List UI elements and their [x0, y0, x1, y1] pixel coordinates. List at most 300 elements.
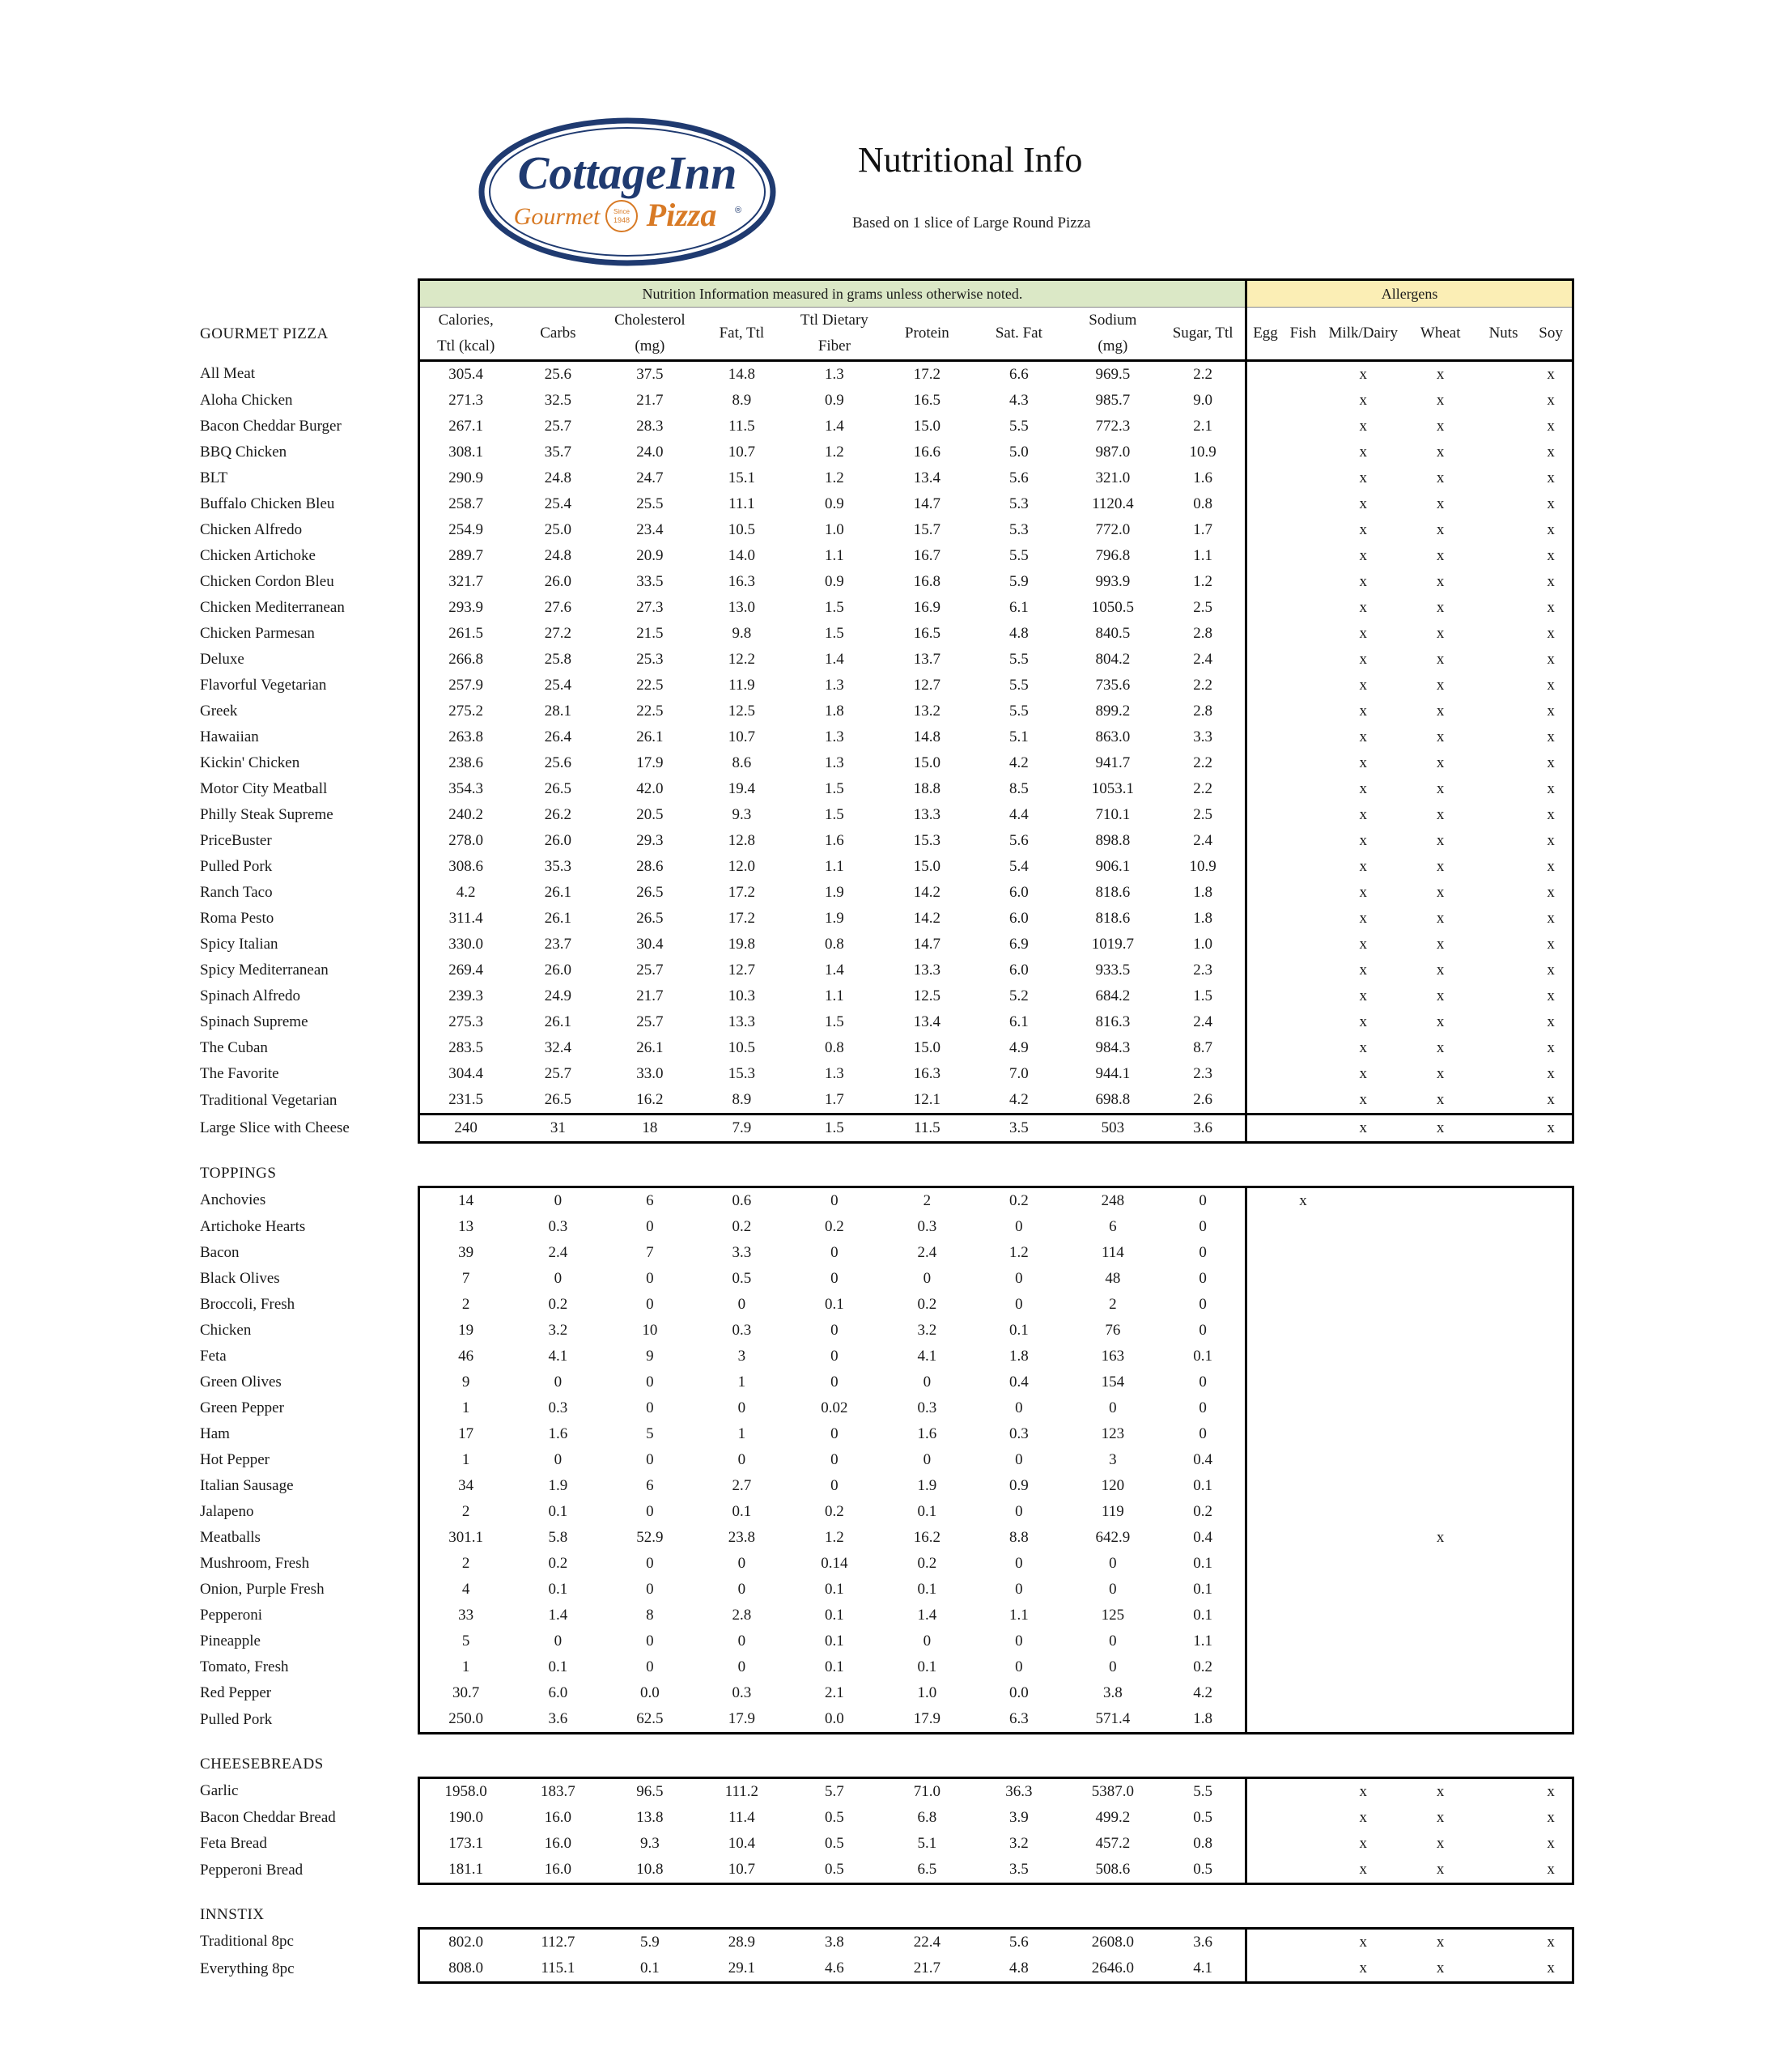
allergen-wheat: x — [1436, 444, 1445, 461]
column-header-soy: Soy — [1530, 308, 1573, 361]
allergen-milk-dairy — [1323, 1603, 1403, 1628]
allergen-soy: x — [1530, 854, 1573, 880]
value-calories: 2 — [418, 1551, 512, 1577]
allergen-milk-dairy: x — [1359, 521, 1368, 538]
value-cholesterol: 6 — [646, 1477, 654, 1494]
allergen-soy: x — [1530, 595, 1573, 621]
value-sat-fat: 6.1 — [1008, 1013, 1029, 1030]
value-sodium: 163 — [1101, 1348, 1125, 1365]
table-row — [198, 1115, 1573, 1143]
allergen-fish — [1284, 1706, 1323, 1734]
allergen-milk-dairy: x — [1323, 1929, 1403, 1956]
item-name: The Cuban — [200, 1039, 268, 1056]
allergen-milk-dairy — [1323, 1344, 1403, 1369]
value-sugar: 2.2 — [1193, 754, 1212, 771]
item-name: Flavorful Vegetarian — [200, 677, 327, 694]
value-sugar: 2.3 — [1193, 962, 1212, 979]
value-fat: 19.8 — [728, 936, 755, 953]
value-calories: 308.6 — [418, 854, 512, 880]
allergen-soy: x — [1530, 569, 1573, 595]
item-name: Ranch Taco — [200, 884, 273, 901]
value-sodium: 984.3 — [1095, 1039, 1131, 1056]
allergen-milk-dairy: x — [1359, 832, 1368, 849]
value-cholesterol: 24.0 — [636, 444, 664, 461]
value-fat: 17.9 — [696, 1706, 788, 1734]
value-calories: 275.3 — [418, 1009, 512, 1035]
value-calories: 305.4 — [418, 361, 512, 388]
value-cholesterol: 42.0 — [636, 780, 664, 797]
allergen-egg — [1246, 1421, 1284, 1447]
value-sugar: 2.5 — [1193, 806, 1212, 823]
allergen-egg — [1246, 1395, 1284, 1421]
allergen-fish — [1284, 698, 1323, 724]
value-carbs: 25.7 — [544, 418, 572, 435]
value-sat-fat: 5.5 — [1008, 651, 1029, 668]
table-row — [198, 1214, 1573, 1240]
value-fat: 2.8 — [732, 1607, 752, 1624]
value-sugar: 3.6 — [1161, 1929, 1246, 1956]
value-calories: 4.2 — [418, 880, 512, 906]
value-calories: 271.3 — [418, 388, 512, 414]
value-sat-fat: 0.9 — [1008, 1477, 1029, 1494]
value-sat-fat: 5.9 — [1008, 573, 1029, 590]
value-protein: 3.2 — [917, 1322, 937, 1339]
value-sodium: 2646.0 — [1065, 1955, 1161, 1983]
allergen-soy: x — [1530, 647, 1573, 673]
table-row — [198, 1009, 1573, 1035]
allergen-nuts — [1477, 698, 1530, 724]
allergen-nuts — [1477, 1805, 1530, 1831]
value-calories: 278.0 — [418, 828, 512, 854]
value-sodium: 508.6 — [1065, 1857, 1161, 1884]
allergen-soy: x — [1530, 1009, 1573, 1035]
item-name: All Meat — [200, 365, 256, 383]
allergen-fish — [1284, 621, 1323, 647]
value-carbs: 1.6 — [548, 1425, 568, 1442]
allergen-egg — [1246, 1344, 1284, 1369]
allergen-milk-dairy — [1323, 1369, 1403, 1395]
column-header-line: Protein — [904, 325, 949, 342]
value-cholesterol: 25.3 — [636, 651, 664, 668]
column-header-line: Sugar, Ttl — [1172, 325, 1233, 342]
value-carbs: 1.4 — [548, 1607, 568, 1624]
value-calories: 46 — [418, 1344, 512, 1369]
allergen-nuts — [1477, 1344, 1530, 1369]
value-fiber: 0.02 — [821, 1399, 848, 1416]
value-carbs: 25.6 — [544, 366, 572, 383]
value-fiber: 1.4 — [825, 418, 844, 435]
value-cholesterol: 20.5 — [636, 806, 664, 823]
value-sat-fat: 3.2 — [1008, 1835, 1029, 1852]
value-carbs: 183.7 — [512, 1778, 604, 1806]
table-row — [198, 776, 1573, 802]
allergen-nuts — [1477, 673, 1530, 698]
allergen-fish — [1284, 439, 1323, 465]
value-fiber: 0.2 — [825, 1218, 844, 1235]
allergen-fish — [1284, 828, 1323, 854]
value-sodium: 0 — [1109, 1633, 1117, 1650]
allergen-milk-dairy: x — [1359, 728, 1368, 745]
spacer-cell — [198, 1734, 1573, 1751]
allergen-wheat: x — [1436, 832, 1445, 849]
value-cholesterol: 27.3 — [636, 599, 664, 616]
allergen-soy — [1530, 1525, 1573, 1551]
value-fat: 10.5 — [728, 521, 755, 538]
section-title-fill — [418, 1901, 1573, 1929]
item-name: Traditional Vegetarian — [200, 1091, 338, 1109]
value-calories: 2 — [418, 1292, 512, 1318]
allergen-soy: x — [1530, 491, 1573, 517]
value-sodium: 1019.7 — [1091, 936, 1134, 953]
allergen-egg — [1246, 828, 1284, 854]
allergen-nuts — [1477, 1831, 1530, 1857]
column-header-protein — [881, 308, 973, 361]
value-fiber: 0.8 — [825, 1039, 844, 1056]
allergen-nuts — [1477, 1087, 1530, 1115]
allergen-soy: x — [1530, 724, 1573, 750]
column-header-wheat: Wheat — [1403, 308, 1476, 361]
allergen-fish — [1284, 957, 1323, 983]
allergen-wheat: x — [1403, 1778, 1476, 1806]
value-carbs: 32.4 — [544, 1039, 572, 1056]
value-protein: 15.0 — [913, 418, 940, 435]
table-row — [198, 1061, 1573, 1087]
value-sodium: 840.5 — [1095, 625, 1131, 642]
value-fiber: 0.1 — [825, 1658, 844, 1675]
allergen-soy — [1530, 1318, 1573, 1344]
value-cholesterol: 26.1 — [636, 1039, 664, 1056]
allergen-wheat — [1403, 1240, 1476, 1266]
value-fiber: 0.1 — [825, 1607, 844, 1624]
allergen-soy: x — [1530, 465, 1573, 491]
value-protein: 12.1 — [913, 1091, 940, 1108]
value-sat-fat: 0 — [1015, 1658, 1023, 1675]
value-sugar: 0.5 — [1161, 1857, 1246, 1884]
value-carbs: 31 — [512, 1115, 604, 1143]
allergen-wheat: x — [1436, 547, 1445, 564]
value-protein: 14.2 — [913, 884, 940, 901]
value-carbs: 26.0 — [544, 573, 572, 590]
allergen-fish — [1284, 1009, 1323, 1035]
value-fat: 14.0 — [728, 547, 755, 564]
value-fat: 28.9 — [696, 1929, 788, 1956]
item-name: Hawaiian — [200, 728, 259, 745]
item-name: Chicken Parmesan — [200, 625, 315, 642]
page-subtitle: Based on 1 slice of Large Round Pizza — [852, 214, 1091, 231]
value-sugar: 0.1 — [1193, 1348, 1212, 1365]
value-sugar: 1.8 — [1193, 884, 1212, 901]
value-fiber: 0 — [830, 1322, 839, 1339]
table-row — [198, 932, 1573, 957]
allergen-wheat: x — [1436, 392, 1445, 409]
allergen-fish — [1284, 1654, 1323, 1680]
allergen-nuts — [1477, 854, 1530, 880]
value-sugar: 1.5 — [1193, 987, 1212, 1004]
allergen-milk-dairy: x — [1323, 1857, 1403, 1884]
value-carbs: 32.5 — [544, 392, 572, 409]
value-calories: 301.1 — [418, 1525, 512, 1551]
value-protein: 16.7 — [913, 547, 940, 564]
value-protein: 16.9 — [913, 599, 940, 616]
table-row — [198, 1421, 1573, 1447]
value-calories: 1 — [418, 1447, 512, 1473]
value-fiber: 1.5 — [788, 1115, 881, 1143]
item-name: Chicken Cordon Bleu — [200, 573, 334, 590]
table-row — [198, 1266, 1573, 1292]
item-name: Bacon Cheddar Burger — [200, 418, 342, 435]
value-cholesterol: 0 — [646, 1555, 654, 1572]
value-sodium: 0 — [1109, 1581, 1117, 1598]
allergen-milk-dairy: x — [1359, 469, 1368, 486]
value-carbs: 25.6 — [544, 754, 572, 771]
value-sat-fat: 5.6 — [1008, 832, 1029, 849]
allergen-fish — [1284, 1929, 1323, 1956]
value-carbs: 26.1 — [544, 910, 572, 927]
value-fat: 0 — [737, 1658, 746, 1675]
table-row — [198, 880, 1573, 906]
allergen-wheat: x — [1436, 1091, 1445, 1108]
value-fiber: 1.3 — [825, 677, 844, 694]
allergen-egg — [1246, 543, 1284, 569]
table-row — [198, 1603, 1573, 1628]
allergen-nuts — [1477, 880, 1530, 906]
value-fat: 9.3 — [732, 806, 752, 823]
value-sodium: 642.9 — [1095, 1529, 1131, 1546]
value-carbs: 26.1 — [544, 1013, 572, 1030]
column-header-sat-fat — [973, 308, 1064, 361]
allergen-egg — [1246, 1187, 1284, 1215]
value-sodium: 125 — [1101, 1607, 1125, 1624]
allergen-wheat: x — [1436, 1835, 1445, 1852]
allergen-egg — [1246, 724, 1284, 750]
allergen-wheat — [1403, 1499, 1476, 1525]
value-fat: 11.5 — [728, 418, 755, 435]
allergen-wheat: x — [1436, 728, 1445, 745]
allergen-fish — [1284, 1473, 1323, 1499]
allergen-fish — [1284, 1603, 1323, 1628]
value-fat: 0 — [737, 1581, 746, 1598]
allergen-egg — [1246, 1115, 1284, 1143]
item-name: Mushroom, Fresh — [200, 1555, 310, 1572]
allergen-milk-dairy — [1323, 1447, 1403, 1473]
value-calories: 4 — [418, 1577, 512, 1603]
value-fiber: 0.5 — [825, 1835, 844, 1852]
column-header-carbs — [512, 308, 604, 361]
value-carbs: 115.1 — [512, 1955, 604, 1983]
allergen-nuts — [1477, 1214, 1530, 1240]
allergen-wheat — [1403, 1369, 1476, 1395]
value-sat-fat: 0.3 — [1008, 1425, 1029, 1442]
value-carbs: 0.1 — [548, 1658, 568, 1675]
value-protein: 15.0 — [913, 1039, 940, 1056]
value-calories: 17 — [418, 1421, 512, 1447]
allergen-milk-dairy — [1323, 1525, 1403, 1551]
column-header-calories — [418, 308, 512, 361]
value-calories: 9 — [418, 1369, 512, 1395]
value-fat: 9.8 — [732, 625, 752, 642]
allergen-fish — [1284, 776, 1323, 802]
value-protein: 1.4 — [917, 1607, 937, 1624]
allergen-egg — [1246, 491, 1284, 517]
allergen-fish — [1284, 1857, 1323, 1884]
allergen-milk-dairy: x — [1359, 1835, 1368, 1852]
allergen-fish — [1284, 854, 1323, 880]
value-fiber: 1.4 — [825, 651, 844, 668]
allergen-wheat — [1403, 1706, 1476, 1734]
allergen-egg — [1246, 932, 1284, 957]
value-fiber: 1.1 — [825, 987, 844, 1004]
value-fiber: 1.5 — [825, 806, 844, 823]
allergen-egg — [1246, 854, 1284, 880]
allergen-fish — [1284, 1577, 1323, 1603]
allergen-fish — [1284, 1214, 1323, 1240]
value-fat: 0.5 — [732, 1270, 752, 1287]
allergen-wheat: x — [1436, 858, 1445, 875]
value-calories: 283.5 — [418, 1035, 512, 1061]
value-calories: 173.1 — [418, 1831, 512, 1857]
value-carbs: 0.3 — [548, 1218, 568, 1235]
value-carbs: 25.0 — [544, 521, 572, 538]
table-row — [198, 1292, 1573, 1318]
allergen-nuts — [1477, 957, 1530, 983]
allergen-fish — [1284, 543, 1323, 569]
allergen-fish — [1284, 361, 1323, 388]
value-fat: 10.7 — [728, 444, 755, 461]
value-fiber: 0.9 — [825, 573, 844, 590]
table-row — [198, 1473, 1573, 1499]
item-name: Aloha Chicken — [200, 392, 293, 409]
value-cholesterol: 20.9 — [636, 547, 664, 564]
allergen-nuts — [1477, 414, 1530, 439]
value-sugar: 1.8 — [1193, 910, 1212, 927]
allergen-wheat: x — [1436, 754, 1445, 771]
value-sat-fat: 4.2 — [1008, 754, 1029, 771]
value-sat-fat: 6.0 — [1008, 910, 1029, 927]
allergen-egg — [1246, 698, 1284, 724]
value-cholesterol: 25.7 — [636, 1013, 664, 1030]
value-cholesterol: 0.1 — [604, 1955, 695, 1983]
value-sodium: 76 — [1105, 1322, 1121, 1339]
value-sugar: 0.1 — [1193, 1555, 1212, 1572]
allergen-wheat: x — [1436, 599, 1445, 616]
value-sat-fat: 4.3 — [1008, 392, 1029, 409]
value-sat-fat: 3.9 — [1008, 1809, 1029, 1826]
value-calories: 238.6 — [418, 750, 512, 776]
value-calories: 1 — [418, 1395, 512, 1421]
item-name: Feta — [200, 1348, 227, 1365]
value-sodium: 3.8 — [1102, 1684, 1123, 1701]
value-fat: 3.3 — [732, 1244, 752, 1261]
allergen-nuts — [1477, 1292, 1530, 1318]
table-row — [198, 1929, 1573, 1956]
allergen-fish — [1284, 388, 1323, 414]
allergen-milk-dairy — [1323, 1680, 1403, 1706]
value-carbs: 0.2 — [548, 1296, 568, 1313]
value-cholesterol: 7 — [646, 1244, 654, 1261]
table-row — [198, 724, 1573, 750]
allergen-wheat: x — [1403, 1857, 1476, 1884]
allergen-milk-dairy: x — [1359, 495, 1368, 512]
value-protein: 16.2 — [913, 1529, 940, 1546]
allergen-milk-dairy — [1323, 1292, 1403, 1318]
allergen-milk-dairy: x — [1359, 936, 1368, 953]
value-fiber: 4.6 — [788, 1955, 881, 1983]
value-protein: 0.3 — [917, 1399, 937, 1416]
value-calories: 5 — [418, 1628, 512, 1654]
value-fiber: 0 — [788, 1187, 881, 1215]
table-row — [198, 621, 1573, 647]
svg-text:Since: Since — [613, 208, 631, 215]
allergen-milk-dairy: x — [1359, 1039, 1368, 1056]
column-header-line: Ttl Dietary — [800, 312, 868, 329]
allergen-milk-dairy: x — [1359, 547, 1368, 564]
value-fiber: 1.2 — [825, 469, 844, 486]
allergen-egg — [1246, 1577, 1284, 1603]
allergen-milk-dairy — [1323, 1473, 1403, 1499]
value-protein: 0.1 — [917, 1658, 937, 1675]
allergen-milk-dairy: x — [1359, 392, 1368, 409]
value-cholesterol: 30.4 — [636, 936, 664, 953]
item-name: Ham — [200, 1425, 230, 1442]
column-header-sugar — [1161, 308, 1246, 361]
allergen-soy — [1530, 1266, 1573, 1292]
value-calories: 14 — [418, 1187, 512, 1215]
value-cholesterol: 24.7 — [636, 469, 664, 486]
value-sat-fat: 3.5 — [973, 1115, 1064, 1143]
allergen-fish — [1284, 1266, 1323, 1292]
allergen-soy — [1530, 1499, 1573, 1525]
value-sugar: 0 — [1199, 1244, 1207, 1261]
value-fiber: 0.1 — [825, 1296, 844, 1313]
value-fiber: 1.3 — [825, 754, 844, 771]
allergen-nuts — [1477, 828, 1530, 854]
value-fiber: 0.2 — [825, 1503, 844, 1520]
value-calories: 802.0 — [418, 1929, 512, 1956]
allergen-egg — [1246, 621, 1284, 647]
value-carbs: 26.5 — [544, 1091, 572, 1108]
svg-text:®: ® — [735, 206, 742, 215]
value-sat-fat: 0 — [1015, 1296, 1023, 1313]
value-sat-fat: 0.1 — [1008, 1322, 1029, 1339]
svg-text:CottageInn: CottageInn — [517, 146, 737, 199]
allergen-fish — [1284, 647, 1323, 673]
value-sodium: 906.1 — [1095, 858, 1131, 875]
item-name: Bacon — [200, 1244, 240, 1261]
table-row — [198, 388, 1573, 414]
allergen-fish — [1284, 1831, 1323, 1857]
allergen-wheat — [1403, 1628, 1476, 1654]
value-cholesterol: 9.3 — [640, 1835, 660, 1852]
allergen-wheat: x — [1436, 573, 1445, 590]
value-carbs: 0.1 — [548, 1581, 568, 1598]
allergen-fish — [1284, 517, 1323, 543]
value-fat: 8.6 — [732, 754, 752, 771]
value-fat: 0.1 — [732, 1503, 752, 1520]
value-sodium: 684.2 — [1095, 987, 1131, 1004]
value-sugar: 4.1 — [1161, 1955, 1246, 1983]
allergen-egg — [1246, 1805, 1284, 1831]
value-fat: 11.4 — [728, 1809, 755, 1826]
value-sugar: 3.3 — [1193, 728, 1212, 745]
value-cholesterol: 6 — [604, 1187, 695, 1215]
value-carbs: 1.9 — [548, 1477, 568, 1494]
column-header-line: Calories, — [438, 312, 494, 329]
allergen-milk-dairy: x — [1359, 651, 1368, 668]
value-calories: 808.0 — [418, 1955, 512, 1983]
allergen-nuts — [1477, 361, 1530, 388]
item-name: Green Pepper — [200, 1399, 284, 1416]
value-protein: 14.2 — [913, 910, 940, 927]
